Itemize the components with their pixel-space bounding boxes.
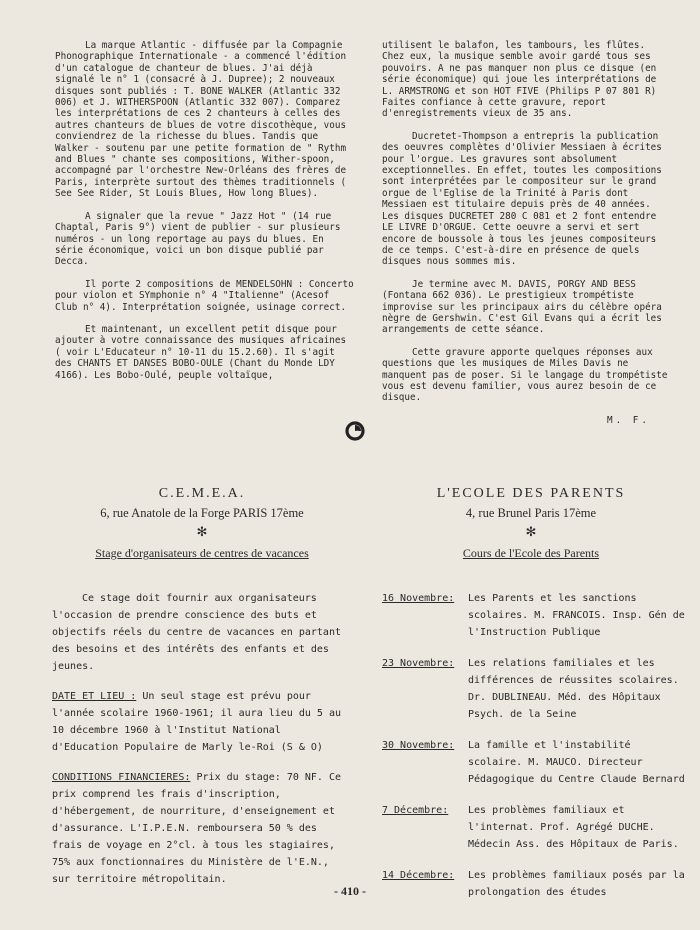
course-item [382, 737, 700, 788]
fin-label: CONDITIONS FINANCIERES: [52, 772, 191, 783]
cemea-title: C.E.M.E.A. [158, 486, 246, 501]
course-date: 30 Novembre: [382, 740, 455, 751]
cemea-subtitle: Stage d'organisateurs de centres de vacances [95, 546, 309, 560]
course-date: 14 Décembre: [382, 870, 455, 881]
course-text: Les problèmes familiaux posés par la prolongation des études [468, 870, 685, 898]
course-date: 16 Novembre: [382, 593, 455, 604]
column-top-left [55, 40, 355, 392]
date-label: DATE ET LIEU : [52, 691, 137, 702]
ecole-address: 4, rue Brunel Paris 17ème [465, 506, 597, 520]
paragraph: utilisent le balafon, les tambours, les flûtes. Chez eux, la musique semble avoir gardé tous ses pouvoirs. A ne pas manquer non plus ce disque (en série économique) qui joue les interprétations de L. ARMSTRONG et son HOT FIVE (Philips P 07 801 R) Faites confiance à cette gravure, report d'enregistrements vieux de 35 ans. [382, 40, 657, 120]
course-item [382, 802, 700, 853]
cemea-header [52, 486, 352, 561]
paragraph: Il porte 2 compositions de MENDELSOHN : Concerto pour violon et SYmphonie n° 4 "Italienne" (Acesof Club n° 4). Interprétation soignée, usinage correct. [55, 278, 354, 313]
course-text: Les Parents et les sanctions scolaires. M. FRANCOIS. Insp. Gén de l'Instruction Publique [468, 593, 685, 638]
fin-text: Prix du stage: 70 NF. Ce prix comprend les frais d'inscription, d'hébergement, de nourriture, d'enseignement et d'assurance. L'I.P.E.N. remboursera 50 % des frais de voyage en 2°cl. à tous les stagiaires, 75% aux fonctionnaires du Ministère de l'E.N., sur territoire métropolitain. [52, 772, 342, 885]
cemea-intro: Ce stage doit fournir aux organisateurs l'occasion de prendre conscience des buts et objectifs réels du centre de vacances en partant des besoins et des intérêts des enfants et des jeunes. [52, 593, 341, 672]
course-item [382, 590, 700, 641]
cemea-fin-paragraph [52, 769, 352, 888]
paragraph: La marque Atlantic - diffusée par la Compagnie Phonographique Internationale - a commencé l'édition d'un catalogue de chanteur de blues. J'ai déjà signalé le n° 1 (consacré à J. Dupree); 2 nouveaux disques sont publiés : T. BONE WALKER (Atlantic 332 006) et J. WITHERSPOON (Atlantic 332 007). Comparez les interprétations de ces 2 chanteurs à celles des autres chanteurs de blues de votre discothèque, vous conviendrez de la richesse du blues. Tandis que Walker - soutenu par une petite formation de " Rythm and Blues " chante ses compositions, Wither-spoon, accompagné par l'orchestre New-Orléans des frères de Paris, interprète surtout des thèmes traditionnels ( See See Rider, St Louis Blues, How long Blues). [55, 40, 347, 200]
cemea-address: 6, rue Anatole de la Forge PARIS 17ème [100, 506, 304, 520]
ornament-icon [344, 420, 366, 442]
course-text: Les problèmes familiaux et l'internat. Prof. Agrégé DUCHE. Médecin Ass. des Hôpitaux de Paris. [468, 805, 679, 850]
column-top-right [382, 40, 672, 437]
paragraph: Et maintenant, un excellent petit disque pour ajouter à votre connaissance des musiques africaines ( voir L'Educateur n° 10-11 du 15.2.60). Il s'agit des CHANTS ET DANSES BOBO-OULE (Chant du Monde LDY 4166). Les Bobo-Oulé, peuple voltaïque, [55, 323, 347, 381]
paragraph: Je termine avec M. DAVIS, PORGY AND BESS (Fontana 662 036). Le prestigieux trompétiste improvise sur les principaux airs du célèbre opéra nègre de Gershwin. C'est Gil Evans qui a écrit les arrangements de cette séance. [382, 278, 662, 336]
course-text: La famille et l'instabilité scolaire. M. MAUCO. Directeur Pédagogique du Centre Claude Bernard [468, 740, 685, 785]
course-text: Les relations familiales et les différences de réussites scolaires. Dr. DUBLINEAU. Méd. des Hôpitaux Psych. de la Seine [468, 658, 679, 720]
paragraph: Cette gravure apporte quelques réponses aux questions que les musiques de Miles Davis ne manquent pas de poser. Si le langage du trompétiste vous est devenu familier, vous aurez besoin de ce disque. [382, 346, 668, 404]
star-icon: ✻ [196, 524, 208, 539]
course-date: 23 Novembre: [382, 658, 455, 669]
signature: M. F. [607, 414, 650, 426]
ecole-course-list [382, 590, 700, 915]
course-date: 7 Décembre: [382, 805, 449, 816]
page-number: - 410 - [334, 884, 366, 898]
ecole-subtitle: Cours de l'Ecole des Parents [462, 546, 600, 560]
cemea-date-paragraph [52, 688, 352, 756]
star-icon: ✻ [525, 524, 537, 539]
ecole-header [378, 486, 684, 561]
ecole-title: L'ECOLE DES PARENTS [436, 486, 626, 501]
paragraph: A signaler que la revue " Jazz Hot " (14 rue Chaptal, Paris 9°) vient de publier - sur plusieurs numéros - un long reportage au pays du blues. En série économique, voici un bon disque publié par Decca. [55, 210, 341, 268]
cemea-body [52, 590, 352, 901]
paragraph: Ducretet-Thompson a entrepris la publication des oeuvres complètes d'Olivier Messiaen à écrites pour l'orgue. Les gravures sont absolument exceptionnelles. En effet, toutes les compositions sont interprétées par le compositeur sur le grand orgue de l'Eglise de la Trinité à Paris dont Messiaen est titulaire depuis près de 40 années. Les disques DUCRETET 280 C 081 et 2 font entendre LE LIVRE D'ORGUE. Cette oeuvre a servi et sert encore de boussole à tous les jeunes compositeurs de ce temps. C'est-à-dire en présence de quels disques nous sommes mis. [382, 130, 662, 268]
date-text: Un seul stage est prévu pour l'année scolaire 1960-1961; il aura lieu du 5 au 10 décembre 1960 à l'Institut National d'Education Populaire de Marly le-Roi (S & O) [52, 691, 341, 753]
course-item [382, 655, 700, 723]
